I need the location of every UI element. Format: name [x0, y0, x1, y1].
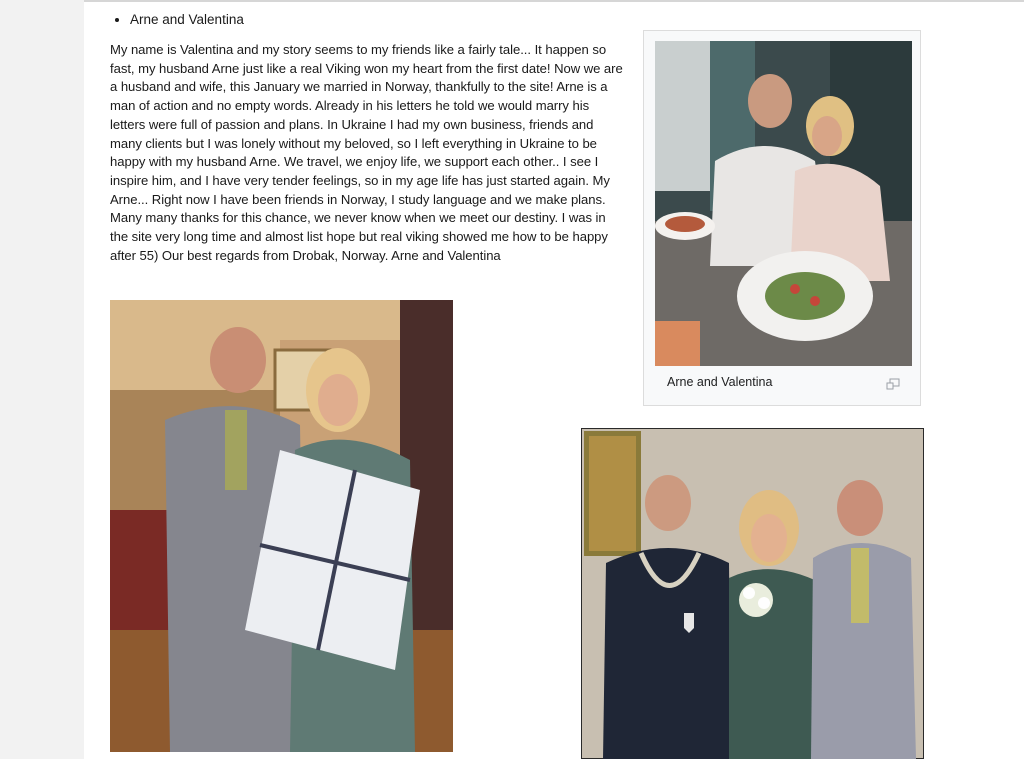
- story-paragraph: My name is Valentina and my story seems to my friends like a fairly tale... It happen so fast, my husband Arne just like a real Viking won my heart from the first date! Now we are a husband and wife, this January we married in Norway, thankfully to the site! Arne is a man of action and no empty words. Already in his letters he told we would marry his letters were full of passion and plans. In Ukraine I had my own business, friends and many clients but I was lonely without my beloved, so I left everything in Ukraine to be happy with my husband Arne. We travel, we enjoy life, we support each other.. I see I inspire him, and I have very tender feelings, so in my age life has just started again. My Arne... Right now I have been friends in Norway, I study language and we make plans. Many many thanks for this chance, we never know when we meet our destiny. I was in the site very long time and almost list hope but real viking showed me how to be happy after 55) Our best regards from Drobak, Norway. Arne and Valentina: [110, 42, 623, 263]
- couple-list: [112, 12, 244, 27]
- wedding-photo[interactable]: [581, 428, 924, 759]
- thumbnail-caption: Arne and Valentina: [667, 375, 773, 389]
- top-divider: [84, 0, 1024, 2]
- dinner-photo[interactable]: [655, 41, 912, 366]
- enlarge-icon[interactable]: [886, 377, 900, 389]
- thumbnail-card: [643, 30, 921, 406]
- list-item: • Arne and Valentina: [130, 12, 244, 27]
- gift-photo[interactable]: [110, 300, 453, 752]
